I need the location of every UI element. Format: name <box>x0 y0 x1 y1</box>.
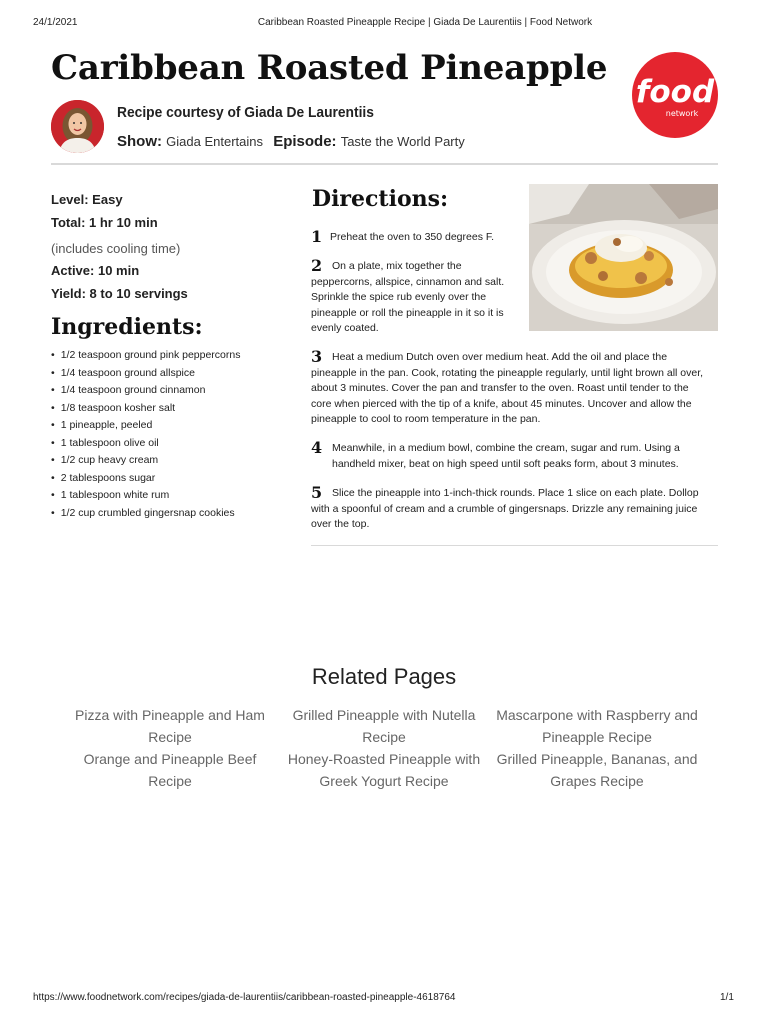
step-number: 2 <box>311 256 323 275</box>
logo-sub: network <box>665 109 699 118</box>
recipe-title: Caribbean Roasted Pineapple <box>51 48 608 88</box>
list-item: • 1/2 cup heavy cream <box>51 452 291 470</box>
recipe-photo <box>529 184 718 331</box>
related-link[interactable]: Grilled Pineapple with Nutella Recipe <box>292 707 476 745</box>
list-item: • 1/4 teaspoon ground allspice <box>51 365 291 383</box>
chef-avatar <box>51 100 104 153</box>
step-text: Slice the pineapple into 1-inch-thick rounds. Place 1 slice on each plate. Dollop with a spoonful of cream and a crumble of gingersnaps. Drizzle any remaining juice over the top. <box>311 487 699 530</box>
related-pages-heading: Related Pages <box>311 664 457 689</box>
step-text: Heat a medium Dutch oven over medium heat. Add the oil and place the pineapple in the pan. Cook, rotating the pineapple regularly, until light brown all over, about 3 minutes. Cover the pan and transfer to the oven. Roast until tender to the core when pierced with the tip of a knife, about 45 minutes. Uncover and allow the pineapple to cool to room temperature in the pan. <box>311 351 704 425</box>
episode-label: Episode: <box>273 133 337 150</box>
step-text: Preheat the oven to 350 degrees F. <box>330 231 495 243</box>
print-page-title: Caribbean Roasted Pineapple Recipe | Giada De Laurentiis | Food Network <box>257 17 593 28</box>
list-item: • 1/2 cup crumbled gingersnap cookies <box>51 505 291 523</box>
chef-portrait-icon <box>51 100 104 153</box>
total-stat: Total: 1 hr 10 min <box>51 215 158 230</box>
show-label: Show: <box>117 133 162 150</box>
directions-divider <box>311 545 718 546</box>
recipe-courtesy: Recipe courtesy of Giada De Laurentiis <box>117 104 374 121</box>
directions-heading: Directions: <box>312 186 449 212</box>
step-number: 3 <box>311 347 323 366</box>
header-divider <box>51 163 718 165</box>
related-link[interactable]: Mascarpone with Raspberry and Pineapple Recipe <box>496 707 698 745</box>
related-link[interactable]: Orange and Pineapple Beef Recipe <box>83 751 257 789</box>
food-network-logo[interactable] <box>632 52 718 138</box>
episode-link[interactable]: Taste the World Party <box>340 134 465 149</box>
list-item: • 1/4 teaspoon ground cinnamon <box>51 382 291 400</box>
print-date: 24/1/2021 <box>33 17 78 28</box>
total-note: (includes cooling time) <box>51 241 181 256</box>
step-number: 5 <box>311 483 323 502</box>
list-item: • 1 pineapple, peeled <box>51 417 291 435</box>
print-url[interactable]: https://www.foodnetwork.com/recipes/giada-de-laurentiis/caribbean-roasted-pineapple-4618764 <box>33 992 456 1003</box>
list-item: • 2 tablespoons sugar <box>51 470 291 488</box>
step-number: 4 <box>311 438 323 457</box>
show-episode-line <box>117 133 471 150</box>
related-link[interactable]: Honey-Roasted Pineapple with Greek Yogurt Recipe <box>287 751 481 789</box>
list-item: • 1/8 teaspoon kosher salt <box>51 400 291 418</box>
step-number: 1 <box>311 227 323 246</box>
list-item: • 1 tablespoon olive oil <box>51 435 291 453</box>
related-link[interactable]: Grilled Pineapple, Bananas, and Grapes Recipe <box>496 751 698 789</box>
roasted-pineapple-photo-icon <box>529 184 718 331</box>
logo-word: food <box>635 74 715 110</box>
level-stat: Level: Easy <box>51 192 123 207</box>
food-network-logo-icon <box>632 52 718 138</box>
yield-stat: Yield: 8 to 10 servings <box>51 286 188 301</box>
step-text: On a plate, mix together the peppercorns, allspice, cinnamon and salt. Sprinkle the spice rub evenly over the pineapple or roll the pineapple in it so it is evenly coated. <box>311 260 505 334</box>
show-link[interactable]: Giada Entertains <box>166 134 264 149</box>
ingredients-heading: Ingredients: <box>51 314 203 340</box>
related-link[interactable]: Pizza with Pineapple and Ham Recipe <box>75 707 265 745</box>
list-item: • 1/2 teaspoon ground pink peppercorns <box>51 347 291 365</box>
ingredients-list <box>51 347 291 522</box>
step-text: Meanwhile, in a medium bowl, combine the cream, sugar and rum. Using a handheld mixer, beat on high speed until soft peaks form, about 3 minutes. <box>332 442 680 470</box>
active-stat: Active: 10 min <box>51 263 140 278</box>
list-item: • 1 tablespoon white rum <box>51 487 291 505</box>
print-page-number: 1/1 <box>720 992 734 1003</box>
